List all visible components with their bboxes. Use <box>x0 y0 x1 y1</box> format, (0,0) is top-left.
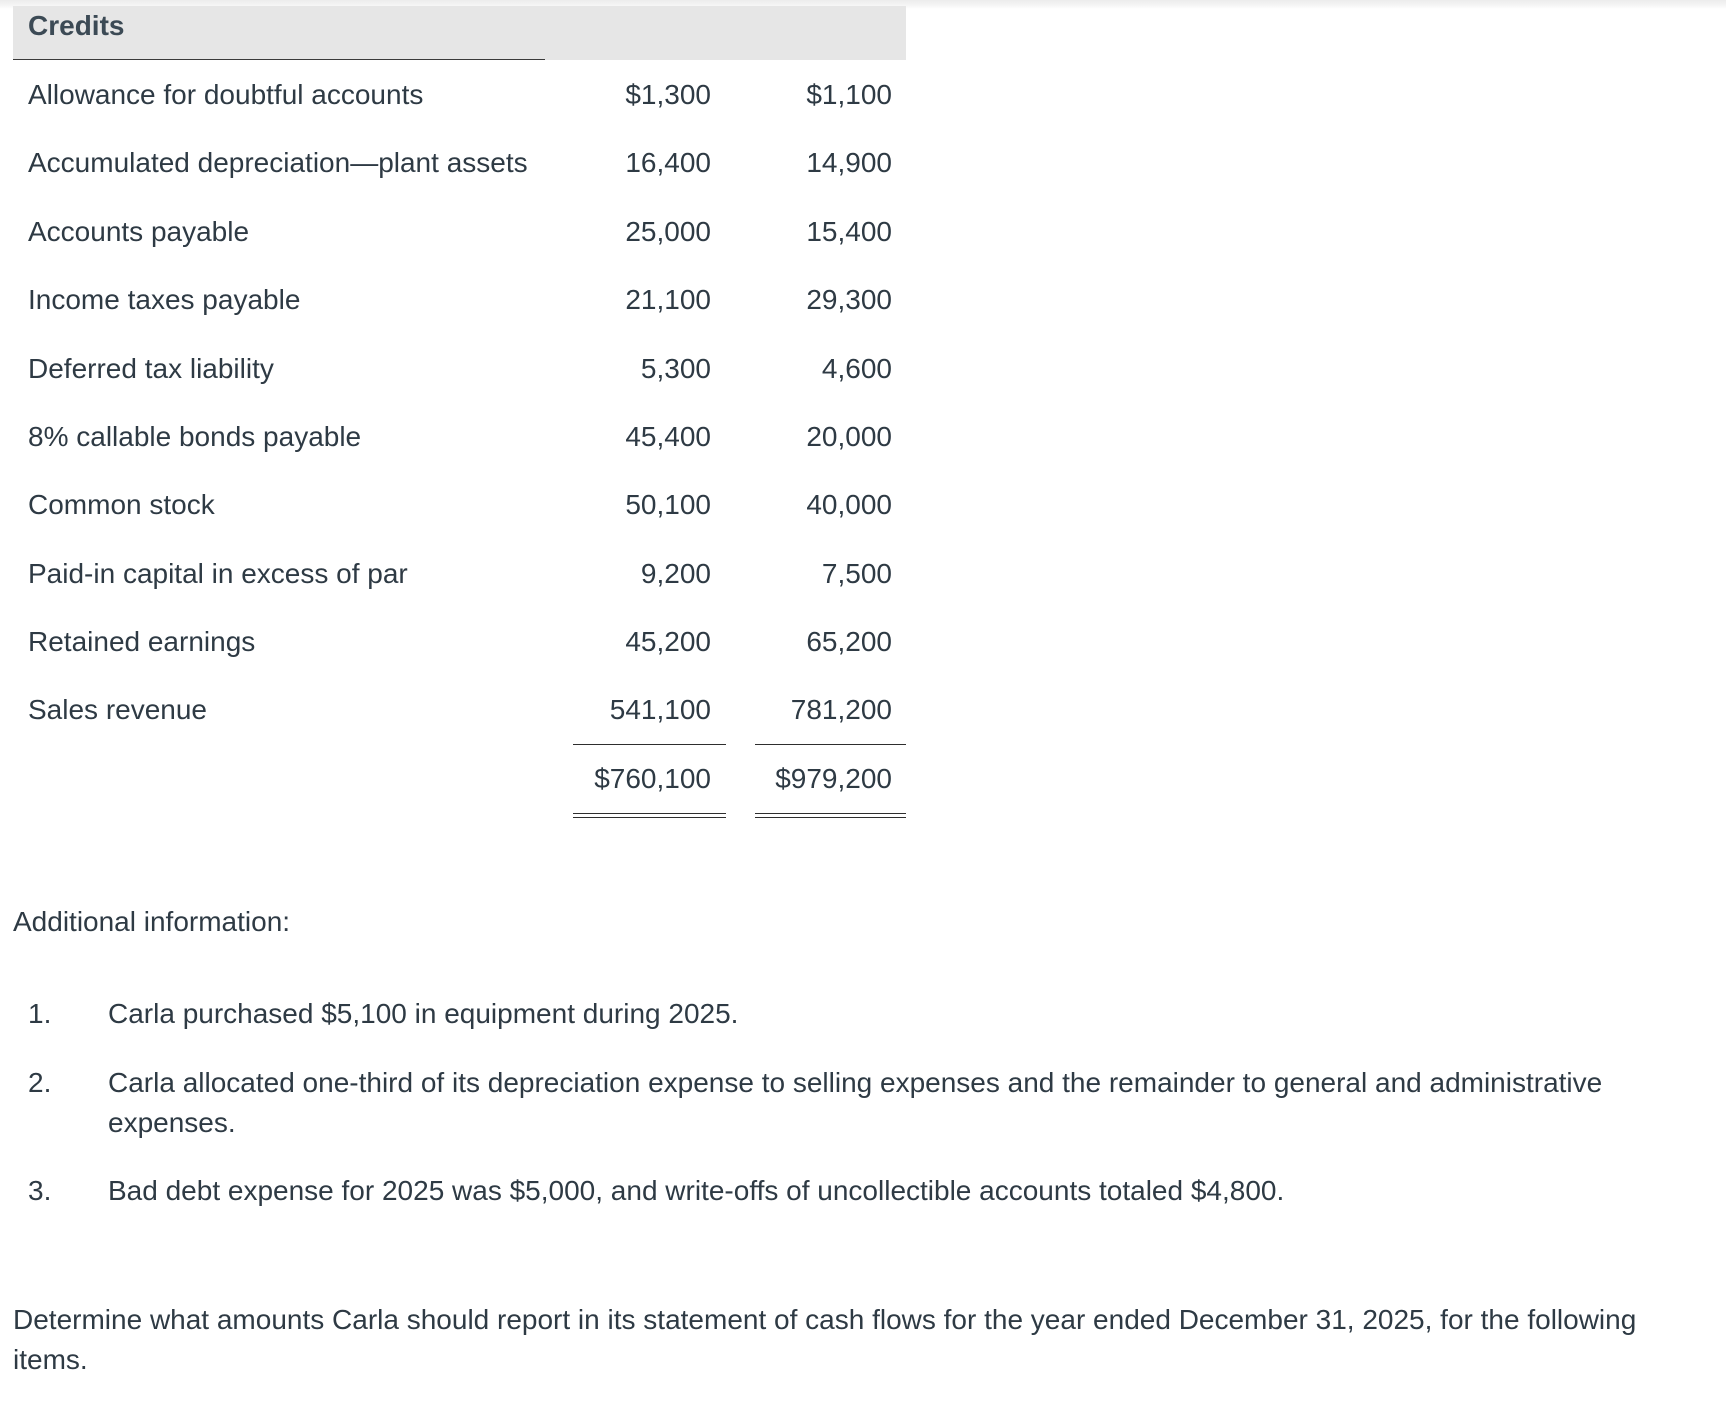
row-value-col1: 9,200 <box>640 558 711 589</box>
row-label: Common stock <box>28 489 215 520</box>
row-value-col2: 40,000 <box>806 489 892 520</box>
row-label: Income taxes payable <box>28 284 301 315</box>
table-row <box>0 690 906 730</box>
row-value-col1: 25,000 <box>625 216 711 247</box>
table-row <box>0 349 906 389</box>
row-value-col1: 50,100 <box>625 489 711 520</box>
total-col2: $979,200 <box>775 763 892 794</box>
item-text: Carla allocated one-third of its depreciation expense to selling expenses and the remainder to general and administrative expenses. <box>108 1067 1603 1138</box>
additional-info-heading: Additional information: <box>13 906 291 937</box>
row-value-col1: 5,300 <box>640 353 711 384</box>
header-underline <box>13 59 545 60</box>
row-label: 8% callable bonds payable <box>28 421 362 452</box>
row-label: Paid-in capital in excess of par <box>28 558 408 589</box>
credits-header: Credits <box>28 10 125 41</box>
total-double-rule-col1 <box>573 813 726 818</box>
row-value-col1: $1,300 <box>625 79 711 110</box>
table-header-band <box>13 6 906 60</box>
table-row <box>0 622 906 662</box>
subtotal-rule-col2 <box>755 744 906 745</box>
row-value-col2: 20,000 <box>806 421 892 452</box>
subtotal-rule-col1 <box>573 744 726 745</box>
row-value-col2: 781,200 <box>790 694 892 725</box>
row-value-col1: 45,400 <box>625 421 711 452</box>
row-label: Deferred tax liability <box>28 353 274 384</box>
item-number: 2. <box>28 1067 52 1098</box>
question-prompt: Determine what amounts Carla should report in its statement of cash flows for the year ended December 31, 2025, for the following items. <box>13 1304 1637 1375</box>
row-value-col1: 45,200 <box>625 626 711 657</box>
row-value-col2: 4,600 <box>821 353 892 384</box>
table-row <box>0 280 906 320</box>
item-number: 3. <box>28 1175 52 1206</box>
row-value-col1: 16,400 <box>625 147 711 178</box>
item-text: Bad debt expense for 2025 was $5,000, and write-offs of uncollectible accounts totaled $4,800. <box>108 1175 1285 1206</box>
row-value-col2: 15,400 <box>806 216 892 247</box>
row-label: Accumulated depreciation—plant assets <box>28 147 528 178</box>
row-value-col1: 541,100 <box>609 694 711 725</box>
item-text: Carla purchased $5,100 in equipment during 2025. <box>108 998 739 1029</box>
row-value-col2: 7,500 <box>821 558 892 589</box>
row-value-col2: $1,100 <box>806 79 892 110</box>
table-row <box>0 143 906 183</box>
row-value-col2: 14,900 <box>806 147 892 178</box>
row-value-col1: 21,100 <box>625 284 711 315</box>
total-double-rule-col2 <box>755 813 906 818</box>
table-row <box>0 75 906 115</box>
totals-row <box>0 759 906 799</box>
row-label: Allowance for doubtful accounts <box>28 79 424 110</box>
row-value-col2: 29,300 <box>806 284 892 315</box>
row-label: Accounts payable <box>28 216 250 247</box>
total-col1: $760,100 <box>594 763 711 794</box>
table-row <box>0 485 906 525</box>
row-label: Sales revenue <box>28 694 208 725</box>
item-number: 1. <box>28 998 52 1029</box>
row-value-col2: 65,200 <box>806 626 892 657</box>
table-row <box>0 417 906 457</box>
row-label: Retained earnings <box>28 626 256 657</box>
table-row <box>0 554 906 594</box>
table-row <box>0 212 906 252</box>
